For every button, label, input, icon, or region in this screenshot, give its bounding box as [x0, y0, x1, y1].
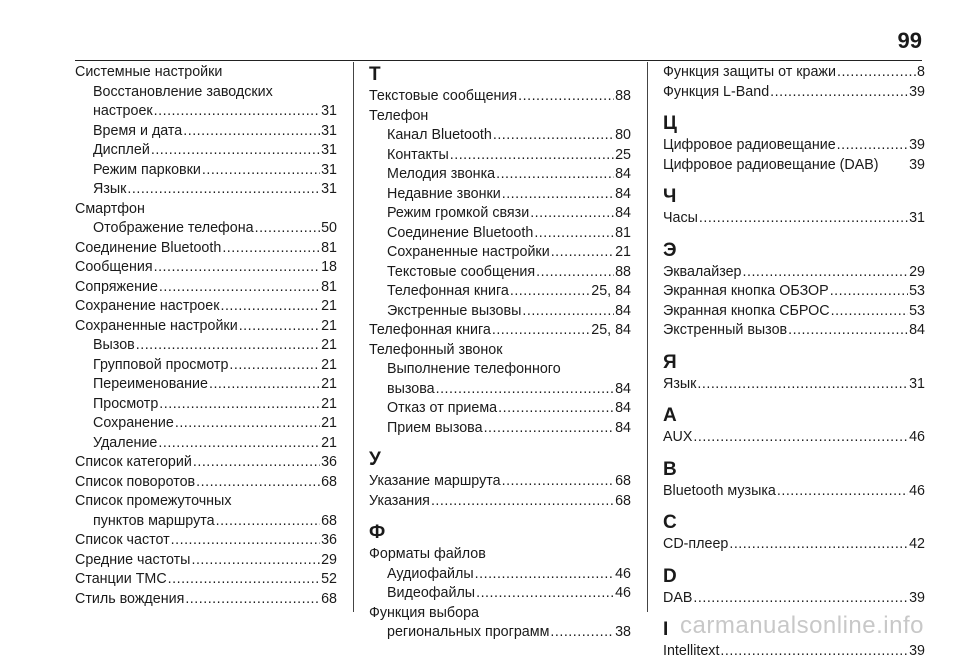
dot-leader — [720, 642, 908, 662]
index-entry-page: 21 — [321, 434, 337, 451]
index-entry — [369, 341, 631, 361]
index-entry-term: Форматы файлов — [369, 546, 486, 562]
index-entry — [369, 565, 631, 585]
dot-leader — [220, 297, 320, 317]
index-entry-term: Мелодия звонка — [387, 166, 496, 182]
index-entry-term: Время и дата — [93, 122, 183, 139]
dot-leader — [699, 209, 908, 229]
index-entry — [75, 590, 337, 610]
index-entry-page: 81 — [321, 239, 337, 256]
index-entry-term: Сообщения — [75, 259, 153, 275]
index-entry — [75, 395, 337, 415]
index-entry — [75, 297, 337, 317]
dot-leader — [502, 472, 615, 492]
index-entry-term: Выполнение телефонного — [387, 361, 561, 377]
dot-leader — [830, 282, 908, 302]
index-entry-page: 31 — [321, 161, 337, 178]
index-entry — [663, 482, 925, 502]
index-entry — [369, 204, 631, 224]
dot-leader — [770, 83, 908, 103]
index-entry-page: 31 — [321, 142, 337, 158]
index-letter-heading: I — [663, 619, 669, 640]
dot-leader — [136, 336, 320, 356]
dot-leader — [837, 63, 916, 83]
index-entry-page: 38 — [615, 624, 631, 640]
index-entry-term: Режим громкой связи — [387, 205, 530, 221]
index-entry — [75, 434, 337, 454]
index-entry-term: Функция выбора — [369, 604, 479, 621]
index-entry-term: Стиль вождения — [75, 590, 185, 607]
index-entry-page: 84 — [615, 166, 631, 182]
index-entry — [663, 83, 925, 103]
index-entry-page: 52 — [321, 571, 337, 587]
column-divider-1 — [353, 62, 354, 612]
index-entry — [369, 224, 631, 244]
index-entry-page: 39 — [909, 83, 925, 100]
index-entry — [663, 428, 925, 448]
dot-leader — [436, 380, 614, 400]
index-entry-term: Групповой просмотр — [93, 356, 229, 373]
dot-leader — [151, 141, 320, 161]
dot-leader — [185, 590, 320, 610]
index-entry — [369, 282, 631, 302]
index-entry — [75, 492, 337, 512]
index-entry-page: 46 — [615, 565, 631, 582]
index-entry — [369, 419, 631, 439]
index-entry-page: 46 — [909, 429, 925, 445]
index-entry — [75, 414, 337, 434]
index-column-3 — [663, 63, 925, 662]
index-entry-term: Режим парковки — [93, 161, 201, 178]
index-entry-term: Язык — [93, 181, 127, 197]
index-entry — [369, 263, 631, 283]
index-entry-term: Сохранение — [93, 415, 174, 431]
index-entry-term: AUX — [663, 429, 693, 445]
dot-leader — [693, 428, 908, 448]
dot-leader — [431, 492, 614, 512]
index-entry-term: Экранная кнопка СБРОС — [663, 302, 830, 319]
dot-leader — [550, 623, 614, 643]
dot-leader — [777, 482, 908, 502]
dot-leader — [216, 512, 321, 532]
index-entry-term: Экстренные вызовы — [387, 302, 522, 319]
index-entry — [663, 156, 925, 176]
index-entry-term: Отображение телефона — [93, 220, 254, 236]
index-entry — [75, 453, 337, 473]
index-entry — [369, 185, 631, 205]
index-entry-term: Сохраненные настройки — [387, 244, 550, 260]
dot-leader — [743, 263, 909, 283]
dot-leader — [729, 535, 908, 555]
index-letter-heading: A — [663, 405, 677, 426]
index-entry — [75, 161, 337, 181]
index-entry-page: 21 — [321, 356, 337, 373]
index-entry — [369, 472, 631, 492]
index-entry-page: 50 — [321, 220, 337, 236]
index-entry-term: Экранная кнопка ОБЗОР — [663, 283, 829, 299]
index-entry-term: Соединение Bluetooth — [75, 239, 222, 256]
dot-leader — [492, 321, 590, 341]
index-entry-term: Эквалайзер — [663, 263, 742, 280]
index-letter-heading: C — [663, 512, 677, 533]
index-entry — [369, 380, 631, 400]
index-entry-page: 46 — [909, 482, 925, 499]
index-entry — [369, 146, 631, 166]
index-entry-term: Сохранение настроек — [75, 298, 220, 314]
index-entry-term: Дисплей — [93, 142, 150, 158]
index-entry-term: Аудиофайлы — [387, 565, 474, 582]
index-entry-page: 53 — [909, 302, 925, 319]
index-entry-page: 88 — [615, 263, 631, 280]
index-entry — [75, 83, 337, 103]
dot-leader — [530, 204, 614, 224]
dot-leader — [496, 165, 614, 185]
dot-leader — [551, 243, 614, 263]
dot-leader — [159, 395, 320, 415]
index-entry-term: DAB — [663, 589, 693, 606]
index-entry-term: Часы — [663, 210, 698, 226]
index-entry — [369, 165, 631, 185]
index-entry-page: 31 — [321, 181, 337, 197]
index-entry-page: 31 — [321, 103, 337, 119]
index-entry-page: 21 — [321, 415, 337, 431]
index-entry — [75, 512, 337, 532]
index-entry-term: Цифровое радиовещание — [663, 137, 836, 153]
index-entry-page: 21 — [321, 337, 337, 353]
index-entry — [663, 136, 925, 156]
index-entry-page: 25, 84 — [591, 283, 631, 299]
index-entry — [663, 642, 925, 662]
watermark: carmanualsonline.info — [680, 612, 924, 639]
index-entry-term: Системные настройки — [75, 64, 223, 80]
index-entry-term: Смартфон — [75, 200, 145, 217]
index-entry-page: 29 — [909, 263, 925, 280]
index-entry-term: Указание маршрута — [369, 473, 501, 489]
index-letter-heading: Э — [663, 239, 677, 261]
index-entry-term: Станции TMC — [75, 571, 167, 587]
index-entry — [75, 102, 337, 122]
index-entry-page: 36 — [321, 532, 337, 548]
index-entry — [369, 321, 631, 341]
index-entry-term: Соединение Bluetooth — [387, 224, 534, 241]
index-letter-heading: Я — [663, 351, 677, 373]
dot-leader — [788, 321, 908, 341]
index-entry-page: 84 — [909, 322, 925, 338]
index-entry — [75, 473, 337, 493]
index-entry — [369, 545, 631, 565]
index-entry-term: Недавние звонки — [387, 185, 501, 202]
index-entry-page: 84 — [615, 419, 631, 436]
index-entry-term: Просмотр — [93, 395, 159, 412]
index-entry — [663, 263, 925, 283]
column-divider-2 — [647, 62, 648, 612]
index-entry-term: Функция защиты от кражи — [663, 64, 836, 80]
index-entry-term: Прием вызова — [387, 419, 483, 436]
index-entry — [369, 107, 631, 127]
index-entry-term: Экстренный вызов — [663, 322, 788, 338]
index-entry-term: Видеофайлы — [387, 585, 476, 601]
dot-leader — [193, 453, 320, 473]
dot-leader — [196, 473, 320, 493]
dot-leader — [154, 258, 321, 278]
index-entry-term: CD-плеер — [663, 536, 729, 552]
index-entry — [369, 492, 631, 512]
index-letter-heading: Ч — [663, 186, 677, 207]
index-entry-page: 31 — [909, 375, 925, 392]
index-entry-term: настроек — [93, 103, 153, 119]
index-entry-term: Удаление — [93, 434, 158, 451]
dot-leader — [484, 419, 615, 439]
index-entry-term: Переименование — [93, 376, 208, 392]
index-entry-page: 39 — [909, 589, 925, 606]
index-letter-heading: Ц — [663, 113, 677, 134]
dot-leader — [493, 126, 614, 146]
dot-leader — [536, 263, 614, 283]
dot-leader — [229, 356, 320, 376]
index-entry — [663, 589, 925, 609]
index-entry-term: Отказ от приема — [387, 400, 498, 416]
header-rule — [75, 60, 922, 61]
dot-leader — [502, 185, 614, 205]
index-letter-heading: У — [369, 449, 381, 470]
index-entry-page: 68 — [615, 473, 631, 489]
index-entry — [75, 219, 337, 239]
index-entry-page: 84 — [615, 380, 631, 397]
index-entry — [75, 141, 337, 161]
dot-leader — [159, 278, 320, 298]
dot-leader — [191, 551, 320, 571]
index-entry — [663, 302, 925, 322]
dot-leader — [831, 302, 908, 322]
index-entry-term: Телефон — [369, 107, 429, 124]
index-entry — [369, 126, 631, 146]
index-entry-term: Сохраненные настройки — [75, 317, 238, 334]
index-entry-page: 21 — [321, 376, 337, 392]
index-entry — [75, 180, 337, 200]
index-entry-term: Текстовые сообщения — [387, 263, 536, 280]
index-entry-term: Цифровое радиовещание (DAB) — [663, 156, 879, 173]
index-entry — [75, 336, 337, 356]
index-letter-heading: D — [663, 565, 677, 587]
index-entry-term: Контакты — [387, 146, 449, 163]
dot-leader — [518, 87, 614, 107]
index-entry-page: 84 — [615, 302, 631, 319]
index-entry — [75, 570, 337, 590]
dot-leader — [837, 136, 908, 156]
index-entry-page: 31 — [909, 210, 925, 226]
index-letter-heading: Т — [369, 64, 381, 85]
index-entry — [75, 356, 337, 376]
dot-leader — [450, 146, 614, 166]
dot-leader — [498, 399, 614, 419]
index-entry-term: Функция L-Band — [663, 83, 770, 100]
index-letter-heading: B — [663, 458, 677, 480]
dot-leader — [510, 282, 590, 302]
index-entry-page: 84 — [615, 205, 631, 221]
index-entry-term: Телефонный звонок — [369, 341, 503, 358]
dot-leader — [158, 434, 320, 454]
index-entry — [369, 87, 631, 107]
index-entry — [75, 63, 337, 83]
dot-leader — [168, 570, 320, 590]
index-entry — [75, 239, 337, 259]
index-entry-page: 81 — [615, 224, 631, 241]
dot-leader — [693, 589, 908, 609]
index-entry-term: Список промежуточных — [75, 493, 232, 509]
index-entry — [75, 200, 337, 220]
index-entry-term: Средние частоты — [75, 551, 191, 568]
index-entry-page: 21 — [321, 395, 337, 412]
dot-leader — [183, 122, 320, 142]
index-entry-term: Восстановление заводских — [93, 83, 273, 100]
index-entry — [369, 584, 631, 604]
index-entry-term: Телефонная книга — [387, 283, 509, 299]
index-entry — [663, 535, 925, 555]
dot-leader — [255, 219, 321, 239]
index-letter-heading: Ф — [369, 522, 386, 543]
index-entry — [369, 623, 631, 643]
index-entry-page: 68 — [321, 590, 337, 607]
dot-leader — [534, 224, 614, 244]
index-entry-page: 68 — [321, 512, 337, 529]
index-entry — [75, 375, 337, 395]
index-entry-page: 21 — [321, 298, 337, 314]
dot-leader — [209, 375, 320, 395]
index-entry — [369, 302, 631, 322]
index-entry-term: Текстовые сообщения — [369, 88, 518, 104]
index-entry-term: региональных программ — [387, 624, 550, 640]
index-entry — [663, 282, 925, 302]
index-entry-term: Вызов — [93, 337, 135, 353]
index-entry-term: вызова — [387, 380, 435, 397]
index-entry-page: 84 — [615, 400, 631, 416]
index-entry-page: 42 — [909, 536, 925, 552]
page-number: 99 — [897, 28, 922, 53]
dot-leader — [522, 302, 614, 322]
index-entry-term: Язык — [663, 375, 697, 392]
index-entry-page: 68 — [321, 473, 337, 490]
index-entry-term: Список поворотов — [75, 473, 196, 490]
dot-leader — [175, 414, 320, 434]
index-entry — [663, 63, 925, 83]
index-entry-page: 88 — [615, 88, 631, 104]
index-entry — [369, 360, 631, 380]
index-entry — [75, 258, 337, 278]
dot-leader — [475, 565, 614, 585]
index-column-2 — [369, 63, 631, 643]
index-entry-page: 39 — [909, 643, 925, 659]
index-entry-page: 25, 84 — [591, 322, 631, 338]
index-entry-page: 29 — [321, 551, 337, 568]
index-entry-term: Список частот — [75, 532, 170, 548]
dot-leader — [476, 584, 614, 604]
index-entry — [75, 551, 337, 571]
index-entry — [369, 604, 631, 624]
index-entry — [663, 209, 925, 229]
index-entry-page: 8 — [917, 64, 925, 80]
index-entry-page: 46 — [615, 585, 631, 601]
index-entry-page: 36 — [321, 454, 337, 470]
index-entry-page: 18 — [321, 259, 337, 275]
index-entry-page: 68 — [615, 492, 631, 509]
index-entry-term: Канал Bluetooth — [387, 127, 492, 143]
index-entry-term: пунктов маршрута — [93, 512, 215, 529]
index-entry — [663, 375, 925, 395]
index-entry — [75, 278, 337, 298]
index-entry-term: Указания — [369, 492, 430, 509]
index-entry-term: Сопряжение — [75, 278, 158, 295]
index-entry-page: 84 — [615, 185, 631, 202]
index-entry — [369, 243, 631, 263]
index-entry-page: 80 — [615, 127, 631, 143]
index-entry-page: 39 — [909, 137, 925, 153]
index-entry — [75, 317, 337, 337]
index-entry-term: Intellitext — [663, 643, 720, 659]
dot-leader — [202, 161, 320, 181]
index-entry-term: Bluetooth музыка — [663, 482, 776, 499]
index-entry-term: Список категорий — [75, 454, 192, 470]
index-entry-page: 39 — [909, 156, 925, 173]
index-entry-page: 53 — [909, 283, 925, 299]
index-entry — [75, 122, 337, 142]
index-entry — [663, 321, 925, 341]
index-entry-page: 81 — [321, 278, 337, 295]
index-entry-page: 21 — [615, 244, 631, 260]
index-column-1 — [75, 63, 337, 609]
index-entry-page: 21 — [321, 317, 337, 334]
dot-leader — [171, 531, 320, 551]
dot-leader — [127, 180, 320, 200]
index-entry-term: Телефонная книга — [369, 322, 491, 338]
dot-leader — [222, 239, 320, 259]
dot-leader — [154, 102, 320, 122]
index-entry-page: 25 — [615, 146, 631, 163]
index-entry — [75, 531, 337, 551]
index-entry — [369, 399, 631, 419]
index-entry-page: 31 — [321, 122, 337, 139]
dot-leader — [239, 317, 320, 337]
dot-leader — [697, 375, 908, 395]
